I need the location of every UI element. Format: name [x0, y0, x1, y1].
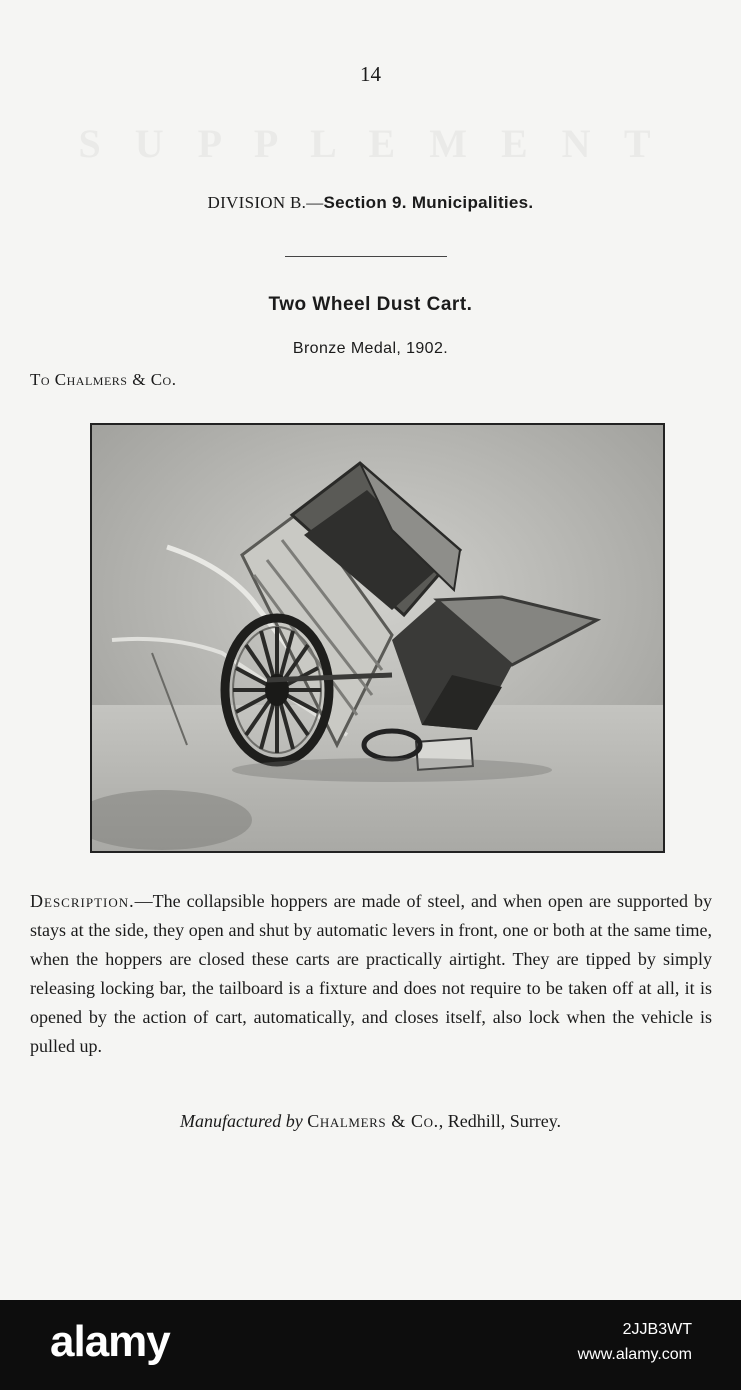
manufacturer-location: , Redhill, Surrey.: [438, 1111, 562, 1131]
recipient-line: To Chalmers & Co.: [30, 370, 177, 389]
description-text: —The collapsible hoppers are made of steel, and when open are supported by stays at the side, they open and shut by automatic levers in front, one or both at the same time, when the hoppers are closed these carts are practically airtight. They are tipped by simply releasing locking bar, the tailboard is a fixture and does not require to be taken off at all, it is opened by the action of cart, automatically, and closes itself, also lock when the vehicle is pulled up.: [30, 891, 712, 1056]
division-heading: [0, 193, 741, 213]
dust-cart-photograph: [90, 423, 665, 853]
page-number: 14: [360, 62, 381, 86]
bleed-through-text: S U P P L E M E N T: [78, 121, 663, 166]
description-lead: Description.: [30, 891, 135, 911]
manufacturer-line: [0, 1111, 741, 1132]
alamy-logo: alamy: [50, 1317, 170, 1366]
site-url: www.alamy.com: [577, 1346, 692, 1363]
manufacturer-prefix: Manufactured by: [179, 1111, 303, 1131]
award-line: Bronze Medal, 1902.: [292, 340, 449, 357]
divider-rule: [285, 256, 447, 257]
image-code: 2JJB3WT: [622, 1321, 692, 1338]
division-section: Section 9. Municipalities.: [323, 193, 534, 212]
manufacturer-company: Chalmers & Co.: [307, 1111, 439, 1131]
division-prefix: DIVISION B.—: [207, 193, 324, 212]
description-paragraph: [30, 887, 712, 1061]
exhibit-title: Two Wheel Dust Cart.: [268, 294, 473, 315]
